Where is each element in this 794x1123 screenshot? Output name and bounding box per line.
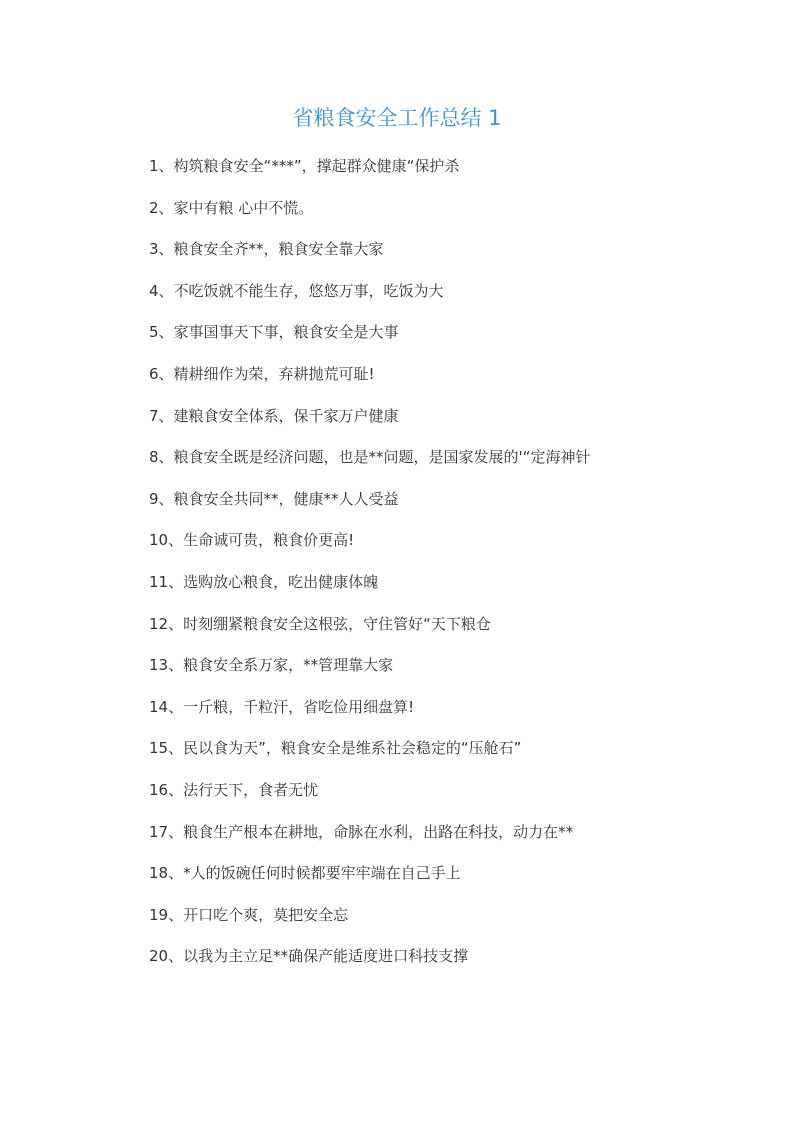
list-item: 3、粮食安全齐**，粮食安全靠大家 <box>149 240 384 259</box>
list-item: 17、粮食生产根本在耕地，命脉在水利，出路在科技，动力在** <box>149 822 574 841</box>
list-item: 19、开口吃个爽，莫把安全忘 <box>149 905 349 924</box>
list-item: 2、家中有粮 心中不慌。 <box>149 198 314 217</box>
list-item: 18、*人的饭碗任何时候都要牢牢端在自己手上 <box>149 864 461 883</box>
list-item: 4、不吃饭就不能生存，悠悠万事，吃饭为大 <box>149 281 444 300</box>
list-item: 5、家事国事天下事，粮食安全是大事 <box>149 323 399 342</box>
list-item: 6、精耕细作为荣，弃耕抛荒可耻! <box>149 364 375 383</box>
list-item: 10、生命诚可贵，粮食价更高! <box>149 531 355 550</box>
list-item: 1、构筑粮食安全“***”，撑起群众健康“保护杀 <box>149 157 460 175</box>
list-item: 12、时刻绷紧粮食安全这根弦，守住管好“天下粮仓 <box>149 614 491 633</box>
list-item: 9、粮食安全共同**，健康**人人受益 <box>149 489 399 508</box>
list-item: 8、粮食安全既是经济问题，也是**问题，是国家发展的'“定海神针 <box>149 448 591 467</box>
list-item: 20、以我为主立足**确保产能适度进口科技支撑 <box>149 947 469 966</box>
list-item: 11、选购放心粮食，吃出健康体魄 <box>149 572 379 591</box>
document-title: 省粮食安全工作总结 1 <box>292 106 502 130</box>
list-item: 14、一斤粮，千粒汗，省吃俭用细盘算! <box>149 697 415 716</box>
slogan-list <box>117 146 677 978</box>
list-item: 7、建粮食安全体系，保千家万户健康 <box>149 406 399 425</box>
list-item: 15、民以食为天”，粮食安全是维系社会稳定的“压舱石” <box>149 739 522 758</box>
list-item: 16、法行天下，食者无忧 <box>149 780 319 799</box>
list-item: 13、粮食安全系万家，**管理靠大家 <box>149 656 394 675</box>
